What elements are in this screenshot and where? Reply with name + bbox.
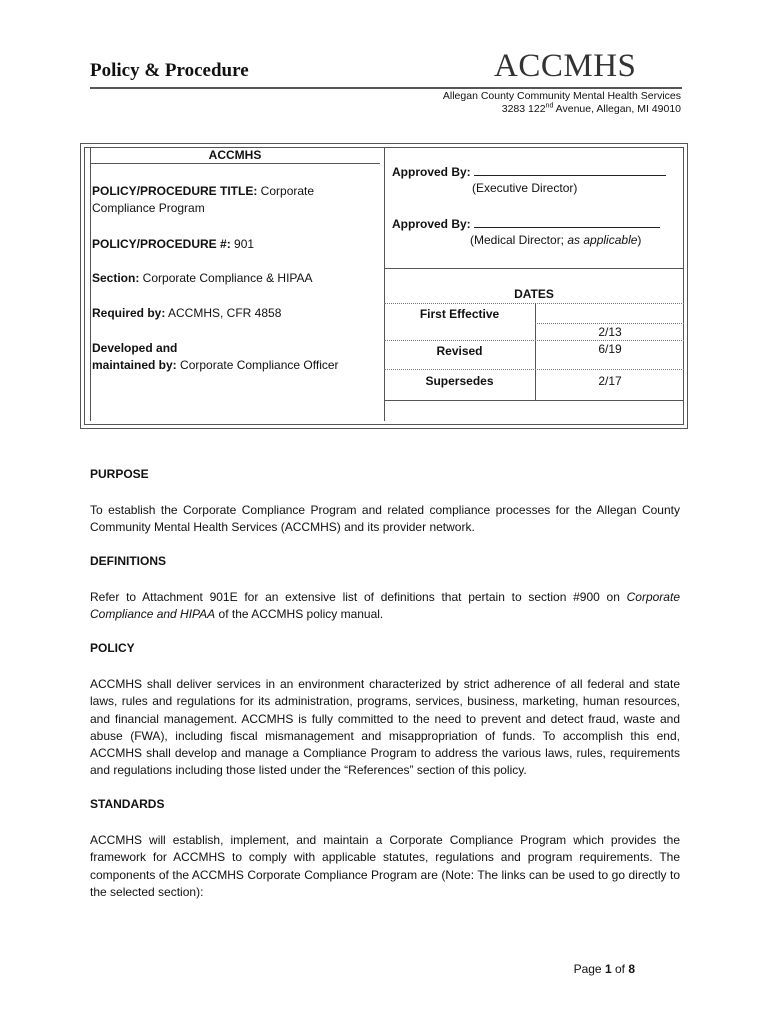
signature-line	[474, 163, 666, 176]
policy-text: ACCMHS shall deliver services in an environment characterized by strict adherence of all federal and state laws, rules and regulations for its administration, programs, services, business, marketing, human resources, and financial management. ACCMHS is fully committed to the need to prevent and detect fraud, waste and abuse (FWA), including fiscal mismanagement and misappropriation of funds. To accomplish this end, ACCMHS shall develop and manage a Compliance Program to address the various laws, rules, requirements and regulations including those listed under the “References” section of this policy.	[90, 677, 680, 778]
required-by: Required by: ACCMHS, CFR 4858	[92, 306, 282, 320]
definitions-text: Refer to Attachment 901E for an extensive list of definitions that pertain to section #900 on Corporate Compliance and HIPAA of the ACCMHS policy manual.	[90, 590, 680, 622]
address-line-1: Allegan County Community Mental Health Services	[442, 90, 681, 102]
purpose-heading: PURPOSE	[90, 467, 149, 481]
approved-by-medical: Approved By:	[392, 215, 682, 233]
developed-by: Developed and maintained by: Corporate Compliance Officer	[92, 341, 339, 372]
revised-value: 6/19	[598, 342, 622, 356]
header-divider	[90, 87, 682, 89]
agency-name: ACCMHS	[208, 148, 262, 162]
standards-heading: STANDARDS	[90, 797, 165, 811]
dates-row-divider	[384, 303, 684, 304]
address-line-2: 3283 122nd Avenue, Allegan, MI 49010	[501, 102, 681, 115]
first-effective-label: First Effective	[419, 307, 500, 321]
policy-title: POLICY/PROCEDURE TITLE: Corporate Compliance Program	[92, 184, 315, 215]
signature-line	[474, 215, 660, 228]
first-effective-value: 2/13	[598, 325, 622, 339]
dates-header: DATES	[514, 287, 554, 301]
executive-director-role: (Executive Director)	[472, 181, 578, 195]
approvals-divider	[384, 268, 684, 269]
left-column-border	[90, 147, 91, 421]
supersedes-label: Supersedes	[425, 374, 494, 388]
definitions-heading: DEFINITIONS	[90, 554, 167, 568]
dates-bottom-border	[384, 400, 684, 401]
page-title: Policy & Procedure	[90, 60, 249, 81]
policy-section: Section: Corporate Compliance & HIPAA	[92, 271, 313, 285]
supersedes-value: 2/17	[598, 374, 622, 388]
purpose-text: To establish the Corporate Compliance Program and related compliance processes for the Allegan County Community Mental Health Services (ACCMHS) and its provider network.	[90, 503, 680, 535]
medical-director-role: (Medical Director; as applicable)	[470, 233, 642, 247]
policy-heading: POLICY	[90, 641, 135, 655]
revised-label: Revised	[436, 344, 483, 358]
dates-row-divider	[384, 369, 684, 370]
agency-logo: ACCMHS	[494, 48, 637, 84]
standards-text: ACCMHS will establish, implement, and maintain a Corporate Compliance Program which provides the framework for ACCMHS to comply with applicable statutes, regulations and program requirements. The components of the ACCMHS Corporate Compliance Program are (Note: The links can be used to go directly to the selected section):	[90, 833, 680, 899]
page-number: Page 1 of 8	[573, 962, 635, 976]
approved-by-executive: Approved By:	[392, 163, 682, 181]
policy-number: POLICY/PROCEDURE #: 901	[92, 237, 255, 251]
